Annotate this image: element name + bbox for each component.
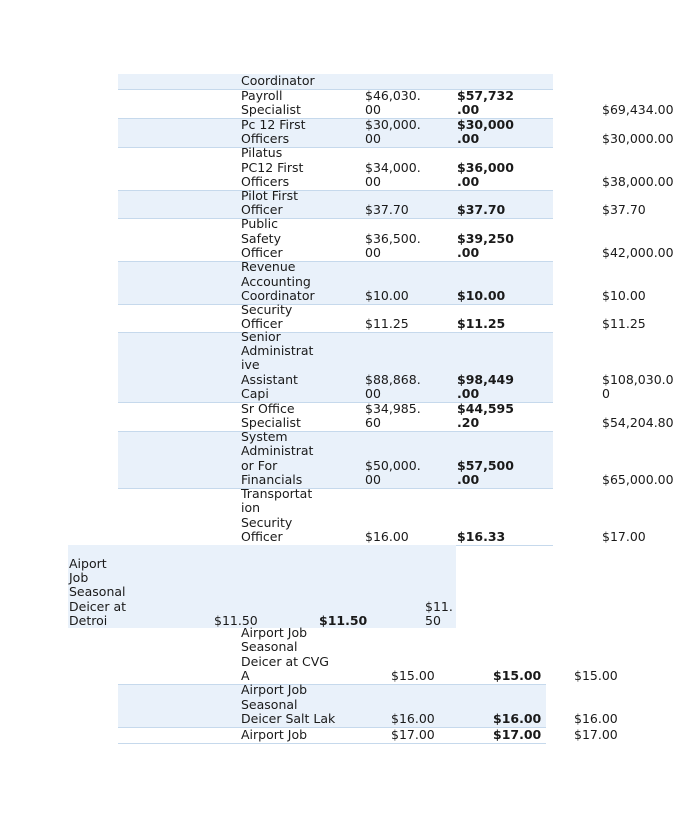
mid-salary: $11.25: [457, 315, 506, 331]
max-salary: $54,204.80: [602, 414, 674, 430]
mid-salary: $57,500 .00: [457, 457, 514, 487]
mid-salary: $11.50: [319, 612, 368, 628]
table-row: [118, 145, 674, 191]
job-title: Revenue Accounting Coordinator: [241, 259, 315, 303]
job-title: Transportat ion Security Officer: [241, 486, 313, 544]
seasonal-row: [68, 545, 456, 628]
mid-salary: $16.33: [457, 528, 506, 544]
mid-salary: $17.00: [493, 726, 542, 742]
min-salary: $37.70: [365, 201, 409, 217]
table-row: [118, 726, 618, 744]
max-salary: $42,000.00: [602, 244, 674, 260]
job-title: Pc 12 First Officers: [241, 116, 306, 146]
min-salary: $15.00: [391, 667, 435, 683]
min-salary: $17.00: [391, 726, 435, 742]
max-salary: $30,000.00: [602, 130, 674, 146]
min-salary: $34,985. 60: [365, 400, 421, 430]
mid-salary: $30,000 .00: [457, 116, 514, 146]
mid-salary: $36,000 .00: [457, 159, 514, 189]
min-salary: $10.00: [365, 287, 409, 303]
mid-salary: $37.70: [457, 201, 506, 217]
job-title: Security Officer: [241, 301, 293, 331]
table-row: [118, 486, 646, 546]
job-title: Pilot First Officer: [241, 187, 299, 217]
max-salary: $10.00: [602, 287, 646, 303]
mid-salary: $57,732 .00: [457, 87, 514, 117]
min-salary: $36,500. 00: [365, 230, 421, 260]
max-salary: $37.70: [602, 201, 646, 217]
job-title: Aiport Job Seasonal Deicer at Detroi: [69, 555, 127, 628]
job-title: Senior Administrat ive Assistant Capi: [241, 328, 314, 401]
mid-salary: $44,595 .20: [457, 400, 514, 430]
min-salary: $11.50: [214, 612, 258, 628]
job-title: Coordinator: [241, 72, 315, 88]
table-row: [118, 216, 674, 262]
max-salary: $17.00: [574, 726, 618, 742]
table-row: [118, 429, 674, 489]
min-salary: $46,030. 00: [365, 87, 421, 117]
min-salary: $16.00: [391, 710, 435, 726]
table-row: [118, 625, 618, 685]
job-title: Airport Job Seasonal Deicer Salt Lak: [241, 682, 336, 726]
mid-salary: $15.00: [493, 667, 542, 683]
job-title: System Administrat or For Financials: [241, 429, 314, 487]
table-row: [118, 187, 646, 219]
table-row: [118, 682, 618, 728]
job-title: Airport Job: [241, 726, 308, 742]
max-salary: $108,030.0 0: [602, 371, 674, 401]
table-row: [118, 328, 674, 403]
max-salary: $11. 50: [425, 598, 453, 628]
max-salary: $15.00: [574, 667, 618, 683]
min-salary: $16.00: [365, 528, 409, 544]
job-title: Pilatus PC12 First Officers: [241, 145, 304, 189]
min-salary: $34,000. 00: [365, 159, 421, 189]
max-salary: $65,000.00: [602, 471, 674, 487]
table-row: [118, 259, 646, 305]
table-row: [118, 400, 674, 432]
mid-salary: $10.00: [457, 287, 506, 303]
max-salary: $38,000.00: [602, 173, 674, 189]
max-salary: $16.00: [574, 710, 618, 726]
job-title: Sr Office Specialist: [241, 400, 301, 430]
max-salary: $11.25: [602, 315, 646, 331]
min-salary: $50,000. 00: [365, 457, 421, 487]
job-title: Public Safety Officer: [241, 216, 283, 260]
max-salary: $69,434.00: [602, 101, 674, 117]
max-salary: $17.00: [602, 528, 646, 544]
job-title: Payroll Specialist: [241, 87, 301, 117]
min-salary: $30,000. 00: [365, 116, 421, 146]
min-salary: $88,868. 00: [365, 371, 421, 401]
table-row: [118, 301, 646, 333]
min-salary: $11.25: [365, 315, 409, 331]
job-title: Airport Job Seasonal Deicer at CVG A: [241, 625, 329, 683]
table-row: [118, 116, 674, 148]
mid-salary: $98,449 .00: [457, 371, 514, 401]
mid-salary: $39,250 .00: [457, 230, 514, 260]
mid-salary: $16.00: [493, 710, 542, 726]
table-row: [118, 87, 674, 119]
